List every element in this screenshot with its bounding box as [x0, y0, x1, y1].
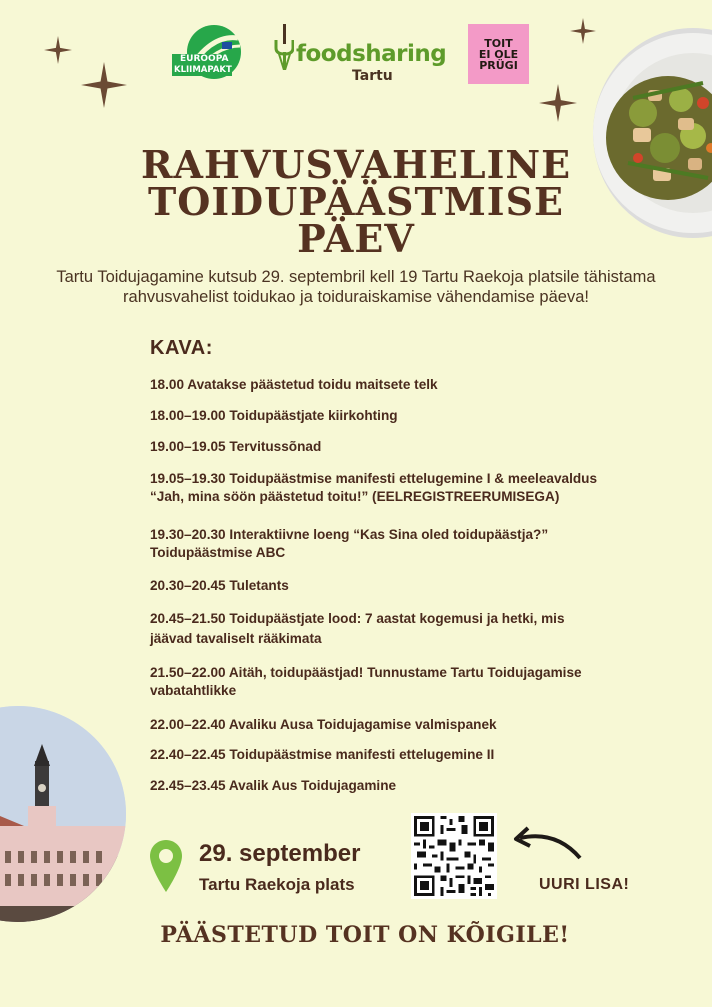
location-pin-icon: [150, 840, 182, 892]
page-title: [120, 142, 592, 261]
schedule-item-line: vabatahtlikke: [150, 683, 237, 698]
schedule-item-line: 19.30–20.30 Interaktiivne loeng “Kas Sina oled toidupäästja?”: [150, 527, 549, 542]
learn-more-link[interactable]: UURI LISA!: [539, 876, 630, 893]
schedule-item: [150, 716, 670, 734]
toit-line-3: PRÜGI: [479, 58, 518, 72]
foodsharing-city: Tartu: [352, 68, 393, 84]
foodsharing-logo: [272, 24, 448, 84]
title-line-1: RAHVUSVAHELINE: [140, 142, 572, 187]
schedule-item-line: jäävad tavaliselt rääkimata: [150, 631, 322, 646]
sparkle-icon: [81, 62, 127, 112]
schedule-item: [150, 777, 670, 795]
schedule-item: [150, 470, 670, 506]
schedule-item: [150, 577, 670, 595]
schedule-item: [150, 376, 670, 394]
event-date: 29. september: [199, 840, 361, 867]
schedule-item-line: 22.40–22.45 Toidupäästmise manifesti ettelugemine II: [150, 747, 495, 762]
slogan: PÄÄSTETUD TOIT ON KÕIGILE!: [160, 922, 570, 948]
title-line-2: TOIDUPÄÄSTMISE: [148, 179, 564, 224]
schedule-item-line: 19.05–19.30 Toidupäästmise manifesti ettelugemine I & meeleavaldus: [150, 471, 598, 486]
qr-code[interactable]: [411, 813, 497, 899]
eu-logo-text-1: EUROOPA: [180, 54, 229, 64]
food-plate-image: [593, 28, 712, 238]
schedule-item-line: 21.50–22.00 Aitäh, toidupäästjad! Tunnustame Tartu Toidujagamise: [150, 665, 582, 680]
schedule-item-line: Toidupäästmise ABC: [150, 545, 286, 560]
schedule-item: [150, 438, 670, 456]
schedule-item-line: 18.00 Avatakse päästetud toidu maitsete telk: [150, 377, 438, 392]
eu-climate-pact-logo: [172, 24, 244, 80]
schedule-heading: KAVA:: [150, 337, 213, 359]
schedule-item-line: 19.00–19.05 Tervitussõnad: [150, 439, 322, 454]
toit-line-2: EI OLE: [478, 47, 519, 61]
curved-arrow-icon: [510, 822, 582, 862]
schedule-item: [150, 526, 670, 562]
sparkle-icon: [539, 84, 577, 126]
schedule-item: [150, 664, 670, 700]
schedule-item: [150, 610, 670, 648]
schedule-item: [150, 746, 670, 764]
schedule-item-line: “Jah, mina söön päästetud toitu!” (EELREGISTREERUMISEGA): [150, 489, 560, 504]
event-place: Tartu Raekoja plats: [199, 875, 355, 894]
sparkle-icon: [44, 36, 72, 68]
title-line-3: PÄEV: [297, 216, 415, 261]
foodsharing-wordmark: foodsharing: [296, 41, 447, 67]
intro-text: Tartu Toidujagamine kutsub 29. septembril kell 19 Tartu Raekoja platsile tähistama rahvusvahelist toidukao ja toiduraiskamise vähendamise päeva!: [56, 268, 656, 306]
schedule-item-line: 22.45–23.45 Avalik Aus Toidujagamine: [150, 778, 397, 793]
schedule-item: [150, 407, 670, 425]
schedule-item-line: 20.45–21.50 Toidupäästjate lood: 7 aastat kogemusi ja hetki, mis: [150, 611, 565, 626]
eu-logo-text-2: KLIIMAPAKT: [174, 65, 232, 75]
sparkle-icon: [570, 18, 596, 48]
toit-ei-ole-prugi-logo: [468, 24, 529, 84]
fork-icon: [274, 24, 294, 70]
toit-line-1: TOIT: [484, 36, 513, 50]
schedule-item-line: 22.00–22.40 Avaliku Ausa Toidujagamise valmispanek: [150, 717, 497, 732]
schedule-item-line: 20.30–20.45 Tuletants: [150, 578, 289, 593]
town-hall-image: [0, 706, 126, 922]
schedule-item-line: 18.00–19.00 Toidupäästjate kiirkohting: [150, 408, 398, 423]
